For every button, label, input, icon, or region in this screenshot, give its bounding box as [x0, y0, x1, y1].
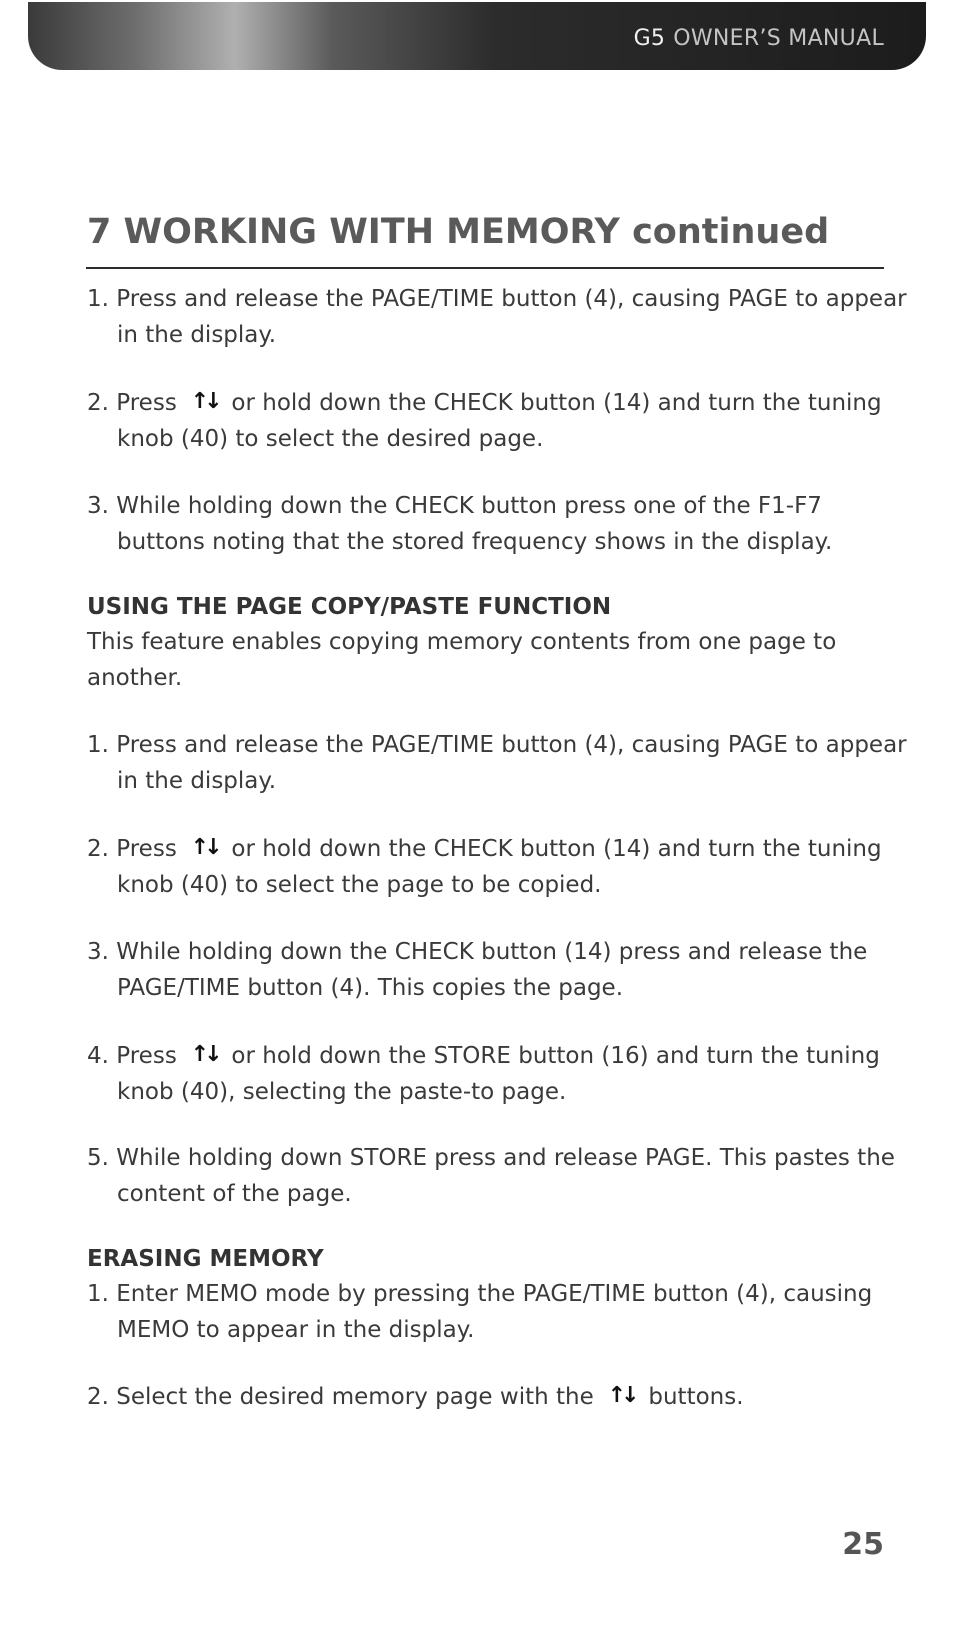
- paragraph: This feature enables copying memory contents from one page to another.: [87, 629, 837, 691]
- step-text: While holding down the CHECK button press one of the F1-F7 buttons noting that the stored frequency shows in the display.: [116, 493, 833, 555]
- list-item: [87, 727, 917, 799]
- running-header: [634, 26, 884, 51]
- step-text: Press: [116, 836, 185, 862]
- step-text: buttons.: [641, 1384, 744, 1410]
- step-text: or hold down the STORE button (16) and turn the tuning knob (40), selecting the paste-to page.: [117, 1043, 880, 1105]
- step-number: 4.: [87, 1043, 109, 1069]
- list-item: [87, 1378, 917, 1415]
- model-name: G5: [633, 26, 666, 51]
- step-number: 1.: [87, 286, 109, 312]
- up-down-arrows-icon: ↑↓: [190, 389, 218, 414]
- list-item: [87, 830, 917, 903]
- step-text: Enter MEMO mode by pressing the PAGE/TIME button (4), causing MEMO to appear in the display.: [116, 1281, 873, 1343]
- up-down-arrows-icon: ↑↓: [190, 1042, 218, 1067]
- step-text: Press: [116, 1043, 185, 1069]
- list-item: [87, 1037, 917, 1110]
- step-text: Press: [116, 390, 185, 416]
- section-title: 7 WORKING WITH MEMORY continued: [87, 212, 830, 252]
- step-text: or hold down the CHECK button (14) and turn the tuning knob (40) to select the desired page.: [117, 390, 882, 452]
- up-down-arrows-icon: ↑↓: [607, 1383, 635, 1408]
- step-text: While holding down the CHECK button (14) press and release the PAGE/TIME button (4). This copies the page.: [116, 939, 868, 1001]
- subsection-heading: ERASING MEMORY: [87, 1246, 324, 1272]
- list-item: [87, 488, 917, 560]
- up-down-arrows-icon: ↑↓: [190, 835, 218, 860]
- list-item: [87, 281, 917, 353]
- list-item: [87, 1140, 917, 1212]
- step-number: 1.: [87, 1281, 109, 1307]
- step-number: 2.: [87, 1384, 109, 1410]
- title-rule: [86, 267, 884, 269]
- step-number: 2.: [87, 390, 109, 416]
- step-number: 1.: [87, 732, 109, 758]
- list-item: [87, 934, 917, 1006]
- list-item: [87, 1276, 917, 1348]
- step-number: 3.: [87, 493, 109, 519]
- step-text: Press and release the PAGE/TIME button (4), causing PAGE to appear in the display.: [116, 732, 907, 794]
- step-number: 2.: [87, 836, 109, 862]
- step-text: While holding down STORE press and release PAGE. This pastes the content of the page.: [116, 1145, 895, 1207]
- page-number: 25: [842, 1527, 884, 1562]
- step-number: 3.: [87, 939, 109, 965]
- list-item: [87, 384, 917, 457]
- step-text: Select the desired memory page with the: [116, 1384, 602, 1410]
- subsection-heading: USING THE PAGE COPY/PASTE FUNCTION: [87, 594, 612, 620]
- step-number: 5.: [87, 1145, 109, 1171]
- header-bar: [28, 2, 926, 70]
- step-text: or hold down the CHECK button (14) and turn the tuning knob (40) to select the page to be copied.: [117, 836, 882, 898]
- step-text: Press and release the PAGE/TIME button (4), causing PAGE to appear in the display.: [116, 286, 907, 348]
- manual-title: OWNER’S MANUAL: [673, 26, 884, 51]
